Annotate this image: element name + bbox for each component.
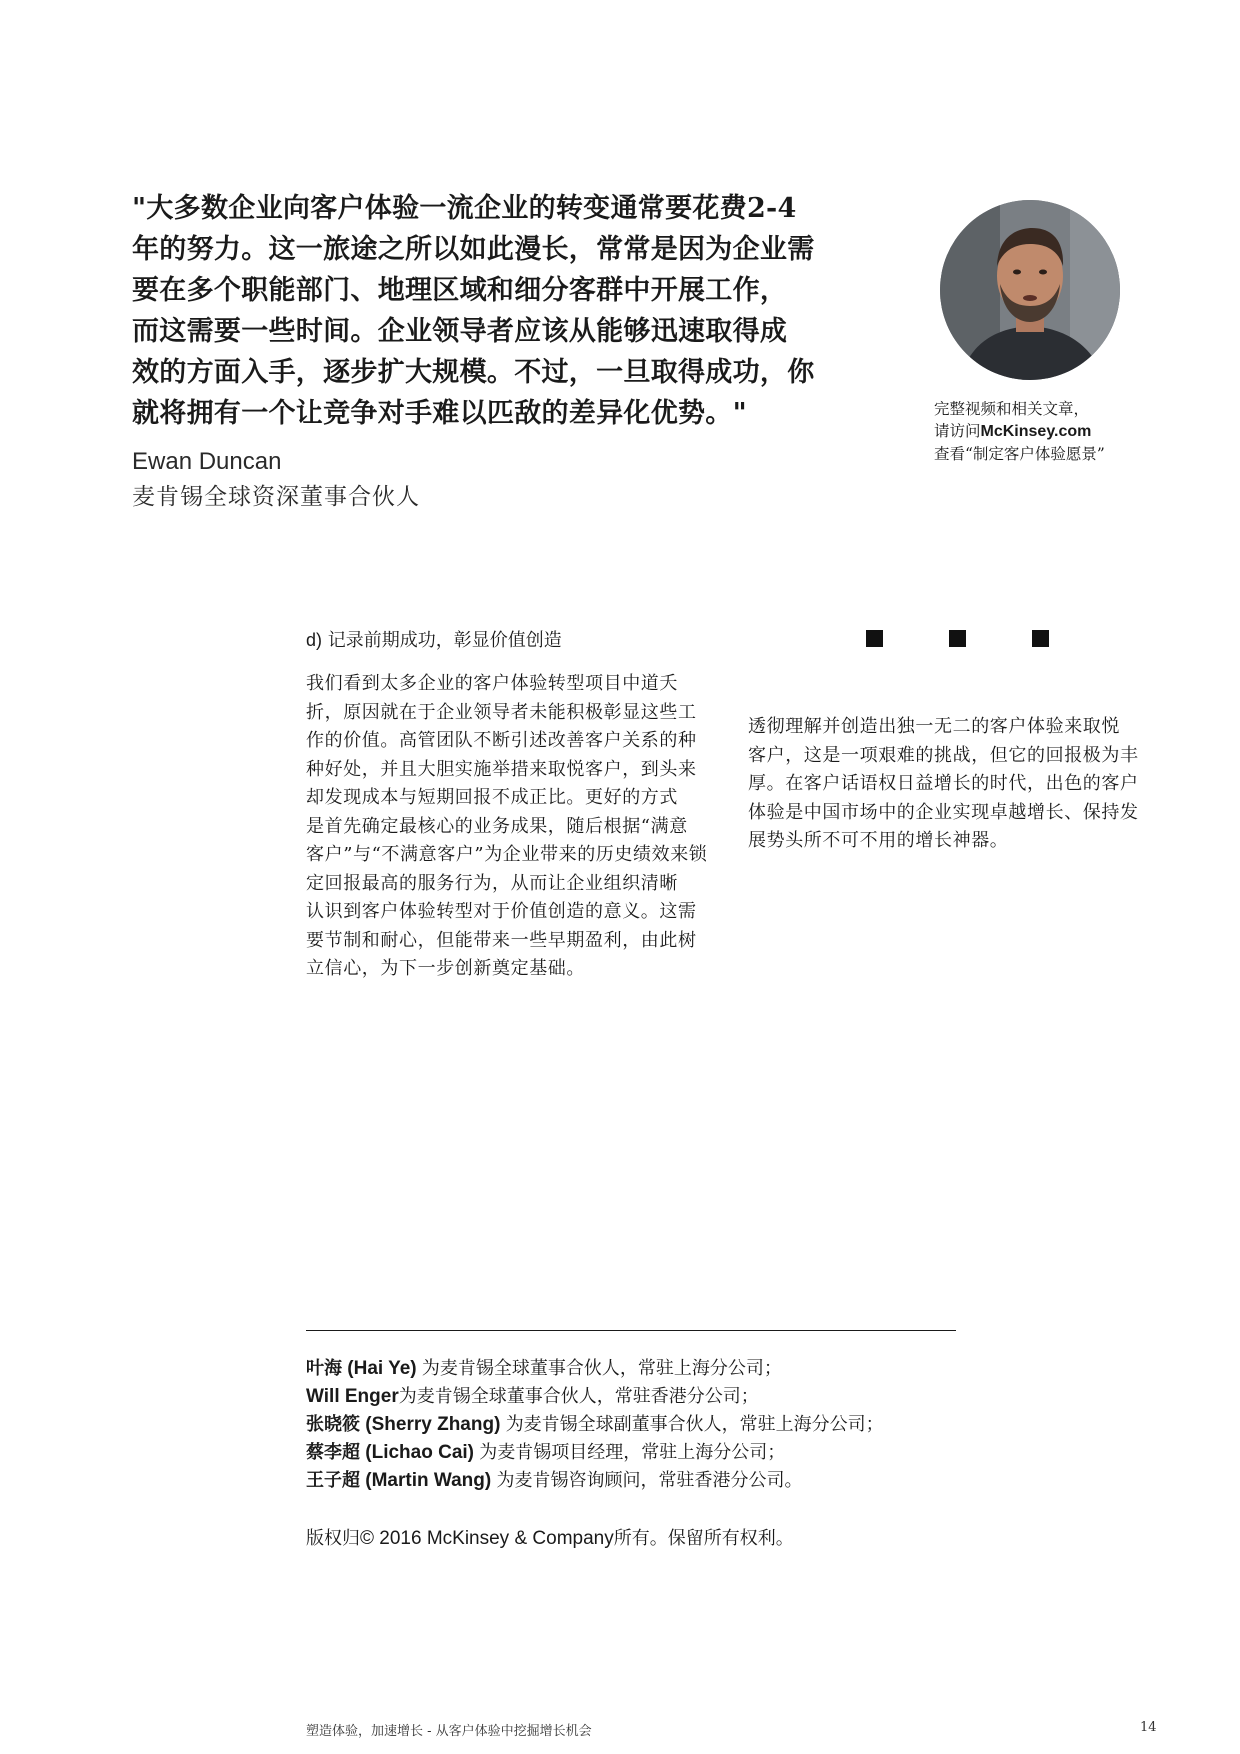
body-line: 透彻理解并创造出独一无二的客户体验来取悦: [748, 716, 1120, 737]
caption-line: 查看“制定客户体验愿景”: [934, 445, 1105, 463]
video-caption: [934, 398, 1164, 465]
body-line: 客户，这是一项艰难的挑战，但它的回报极为丰: [748, 744, 1139, 766]
body-line: 是首先确定最核心的业务成果，随后根据“满意: [306, 815, 688, 837]
quote-line: 而这需要一些时间。企业领导者应该从能够迅速取得成: [132, 316, 788, 347]
author-name-en: (Martin Wang): [360, 1470, 497, 1491]
caption-line: [934, 420, 1164, 443]
page-number: 14: [1140, 1720, 1157, 1735]
divider: [306, 1330, 956, 1331]
body-line: 认识到客户体验转型对于价值创造的意义。这需: [306, 901, 697, 922]
copyright-prefix: 版权归: [306, 1528, 360, 1549]
caption-line: 完整视频和相关文章，: [934, 400, 1090, 418]
author-name-en: (Lichao Cai): [360, 1442, 480, 1463]
author-row: [306, 1383, 1006, 1411]
quote-line: 效的方面入手，逐步扩大规模。不过，一旦取得成功，你: [132, 357, 815, 388]
author-role: 为麦肯锡项目经理，常驻上海分公司；: [479, 1442, 786, 1463]
author-role: 为麦肯锡全球董事合伙人，常驻香港分公司；: [398, 1386, 759, 1407]
author-row: [306, 1439, 1006, 1467]
person-photo-icon[interactable]: [940, 200, 1120, 380]
author-role: 为麦肯锡咨询顾问，常驻香港分公司。: [496, 1470, 803, 1491]
author-name-en: Will Enger: [306, 1386, 399, 1407]
quote-author-name: Ewan Duncan: [132, 448, 282, 475]
section-heading: [306, 626, 562, 652]
caption-prefix: 请访问: [934, 422, 981, 440]
body-line: 展势头所不可不用的增长神器。: [748, 830, 1009, 851]
section-heading-text: 记录前期成功，彰显价值创造: [327, 630, 562, 651]
body-column-left: [306, 670, 726, 984]
body-line: 客户”与“不满意客户”为企业带来的历史绩效来锁: [306, 844, 708, 865]
quote-line: 年的努力。这一旅途之所以如此漫长，常常是因为企业需: [132, 234, 815, 265]
quote-line: "大多数企业向客户体验一流企业的转变通常要花费2-4: [132, 193, 797, 224]
body-line: 作的价值。高管团队不断引述改善客户关系的种: [306, 730, 697, 751]
body-line: 要节制和耐心，但能带来一些早期盈利，由此树: [306, 929, 697, 951]
author-name-en: (Sherry Zhang): [360, 1414, 506, 1435]
author-name-cn: 叶海: [306, 1358, 342, 1379]
body-line: 却发现成本与短期回报不成正比。更好的方式: [306, 787, 678, 808]
body-line: 厚。在客户话语权日益增长的时代，出色的客户: [748, 773, 1139, 794]
section-letter: d): [306, 630, 323, 650]
body-line: 定回报最高的服务行为，从而让企业组织清晰: [306, 872, 678, 894]
author-name-en: (Hai Ye): [342, 1358, 422, 1379]
body-line: 体验是中国市场中的企业实现卓越增长、保持发: [748, 801, 1139, 823]
copyright-suffix: 所有。保留所有权利。: [613, 1528, 794, 1549]
quote-line: 要在多个职能部门、地理区域和细分客群中开展工作，: [132, 275, 788, 306]
square-icon: [949, 630, 966, 647]
quote-line: 就将拥有一个让竞争对手难以匹敌的差异化优势。": [132, 398, 747, 429]
copyright-notice: [306, 1524, 794, 1550]
body-line: 种好处，并且大胆实施举措来取悦客户，到头来: [306, 758, 697, 780]
author-name-cn: 张晓筱: [306, 1414, 360, 1435]
footer-title: 塑造体验，加速增长 - 从客户体验中挖掘增长机会: [306, 1724, 592, 1739]
author-row: [306, 1411, 1006, 1439]
square-icon: [1032, 630, 1049, 647]
author-row: [306, 1467, 1006, 1495]
quote-author-title: 麦肯锡全球资深董事合伙人: [132, 484, 420, 510]
author-row: [306, 1355, 1006, 1383]
square-icon: [866, 630, 883, 647]
mckinsey-link[interactable]: McKinsey.com: [980, 423, 1092, 440]
copyright-holder: © 2016 McKinsey & Company: [360, 1528, 614, 1549]
body-line: 我们看到太多企业的客户体验转型项目中道夭: [306, 673, 678, 694]
author-name-cn: 王子超: [306, 1470, 360, 1491]
author-role: 为麦肯锡全球董事合伙人，常驻上海分公司；: [421, 1358, 782, 1379]
pull-quote: [132, 188, 832, 434]
decorative-squares: [866, 630, 1049, 647]
author-role: 为麦肯锡全球副董事合伙人，常驻上海分公司；: [505, 1414, 884, 1435]
body-column-right: [748, 713, 1168, 856]
author-list: [306, 1355, 1006, 1495]
body-line: 折，原因就在于企业领导者未能积极彰显这些工: [306, 701, 697, 723]
author-name-cn: 蔡李超: [306, 1442, 360, 1463]
body-line: 立信心，为下一步创新奠定基础。: [306, 958, 585, 979]
